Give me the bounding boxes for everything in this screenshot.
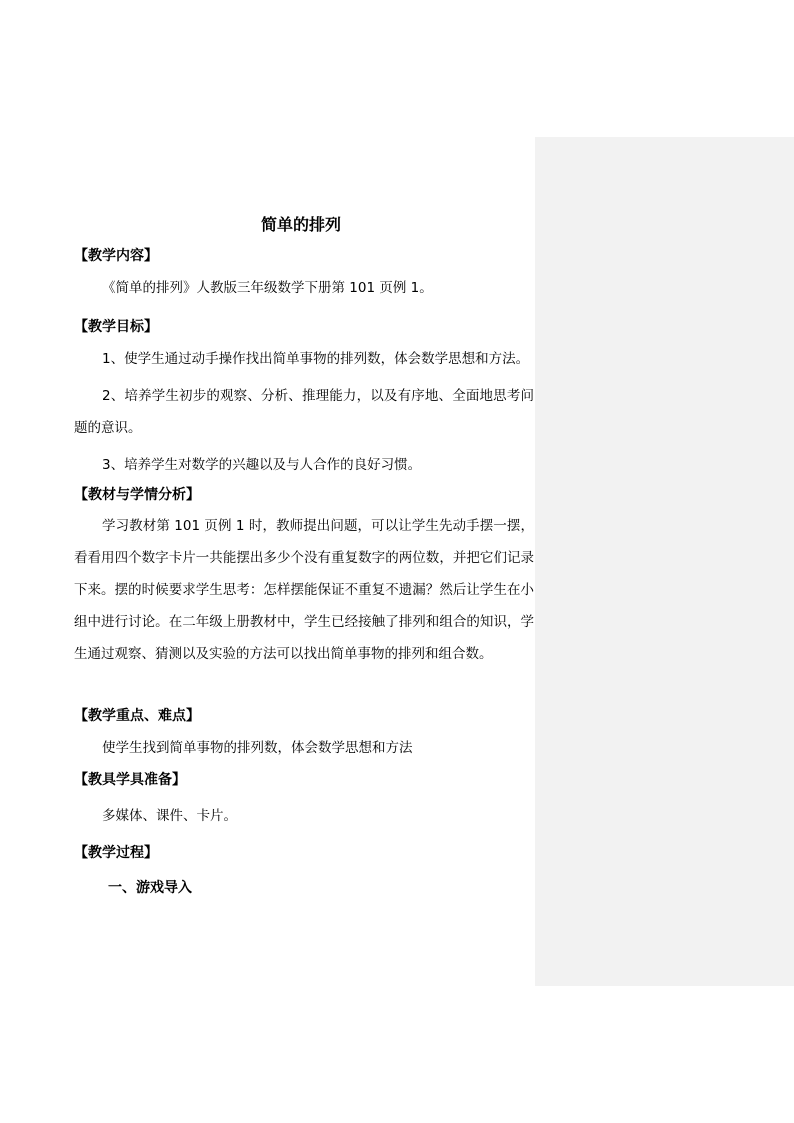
materials-prep-text: 多媒体、课件、卡片。	[102, 808, 237, 824]
heading-teaching-content: 【教学内容】	[74, 248, 158, 264]
key-points-text: 使学生找到简单事物的排列数，体会数学思想和方法	[102, 740, 413, 756]
heading-materials-prep: 【教具学具准备】	[74, 772, 186, 788]
goal-item-1: 1、使学生通过动手操作找出简单事物的排列数，体会数学思想和方法。	[102, 351, 530, 367]
teaching-content-text: 《简单的排列》人教版三年级数学下册第 101 页例 1。	[102, 280, 433, 296]
heading-key-points: 【教学重点、难点】	[74, 708, 200, 724]
material-analysis-text: 学习教材第 101 页例 1 时，教师提出问题，可以让学生先动手摆一摆，看看用四个数字卡片一共能摆出多少个没有重复数字的两位数，并把它们记录下来。摆的时候要求学生思考：怎样摆能保证不重复不遗漏？然后让学生在小组中进行讨论。在二年级上册教材中，学生已经接触了排列和组合的知识，学生通过观察、猜测以及实验的方法可以找出简单事物的排列和组合数。	[74, 518, 534, 662]
goal-item-3: 3、培养学生对数学的兴趣以及与人合作的良好习惯。	[102, 457, 422, 473]
heading-teaching-process: 【教学过程】	[74, 845, 158, 861]
heading-material-analysis: 【教材与学情分析】	[74, 487, 200, 503]
comment-pane	[535, 137, 794, 986]
process-step-1: 一、游戏导入	[108, 880, 192, 896]
document-title: 简单的排列	[260, 215, 341, 234]
heading-teaching-goals: 【教学目标】	[74, 319, 158, 335]
goal-item-2: 2、培养学生初步的观察、分析、推理能力，以及有序地、全面地思考问题的意识。	[74, 388, 534, 436]
